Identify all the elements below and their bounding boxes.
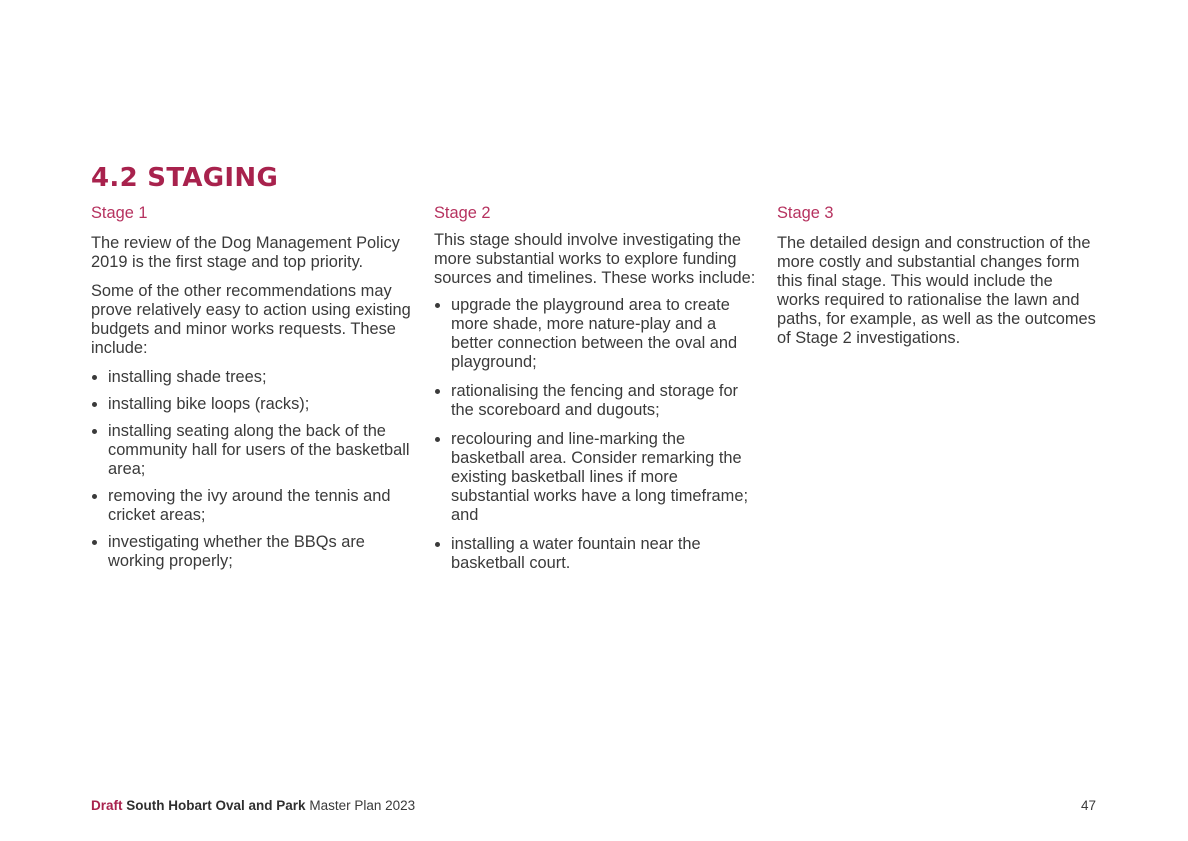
- stage-1-paragraph-1: The review of the Dog Management Policy 2019 is the first stage and top priority.: [91, 234, 400, 271]
- list-item: [91, 487, 413, 525]
- list-item: [434, 382, 756, 420]
- stage-1-label: Stage 1: [91, 204, 148, 222]
- list-item: [91, 422, 413, 479]
- bullet-icon: [435, 437, 440, 442]
- list-item: [434, 430, 756, 525]
- section-heading: 4.2 STAGING: [91, 163, 279, 193]
- footer-draft-label: Draft: [91, 798, 123, 813]
- bullet-icon: [92, 375, 97, 380]
- bullet-icon: [435, 389, 440, 394]
- stage-1-list: [91, 368, 413, 571]
- list-item: [434, 535, 756, 573]
- list-item: [91, 395, 413, 414]
- bullet-icon: [92, 494, 97, 499]
- list-item-text: installing shade trees;: [108, 368, 267, 386]
- list-item: [91, 368, 413, 387]
- list-item-text: investigating whether the BBQs are working properly;: [108, 533, 365, 570]
- stage-1-column: [91, 203, 413, 579]
- page-number: 47: [1080, 798, 1096, 813]
- footer-project-name: South Hobart Oval and Park: [126, 798, 306, 813]
- stage-2-list: [434, 296, 756, 573]
- footer-document-title: [91, 798, 415, 813]
- list-item-text: removing the ivy around the tennis and cricket areas;: [108, 487, 391, 524]
- stage-2-column: [434, 203, 756, 583]
- stage-3-column: [777, 203, 1099, 358]
- stage-2-paragraph-1: This stage should involve investigating the more substantial works to explore funding sources and timelines. These works include:: [434, 231, 756, 287]
- bullet-icon: [435, 303, 440, 308]
- list-item-text: installing bike loops (racks);: [108, 395, 310, 413]
- stage-1-paragraph-2: Some of the other recommendations may prove relatively easy to action using existing budgets and minor works requests. These include:: [91, 282, 411, 357]
- stage-3-paragraph-1: The detailed design and construction of the more costly and substantial changes form this final stage. This would include the works required to rationalise the lawn and paths, for example, as well as the outcomes of Stage 2 investigations.: [777, 234, 1096, 347]
- list-item: [91, 533, 413, 571]
- list-item-text: upgrade the playground area to create more shade, more nature-play and a better connection between the oval and playground;: [451, 296, 738, 371]
- stage-2-label: Stage 2: [434, 204, 491, 222]
- bullet-icon: [92, 429, 97, 434]
- bullet-icon: [435, 542, 440, 547]
- footer-document-name: Master Plan 2023: [309, 798, 416, 813]
- list-item-text: installing seating along the back of the community hall for users of the basketball area;: [108, 422, 410, 478]
- list-item-text: recolouring and line-marking the basketball area. Consider remarking the existing basketball lines if more substantial works have a long timeframe; and: [451, 430, 748, 524]
- bullet-icon: [92, 402, 97, 407]
- list-item-text: installing a water fountain near the basketball court.: [451, 535, 701, 572]
- list-item: [434, 296, 756, 372]
- stage-3-label: Stage 3: [777, 204, 834, 222]
- bullet-icon: [92, 540, 97, 545]
- list-item-text: rationalising the fencing and storage for the scoreboard and dugouts;: [451, 382, 739, 419]
